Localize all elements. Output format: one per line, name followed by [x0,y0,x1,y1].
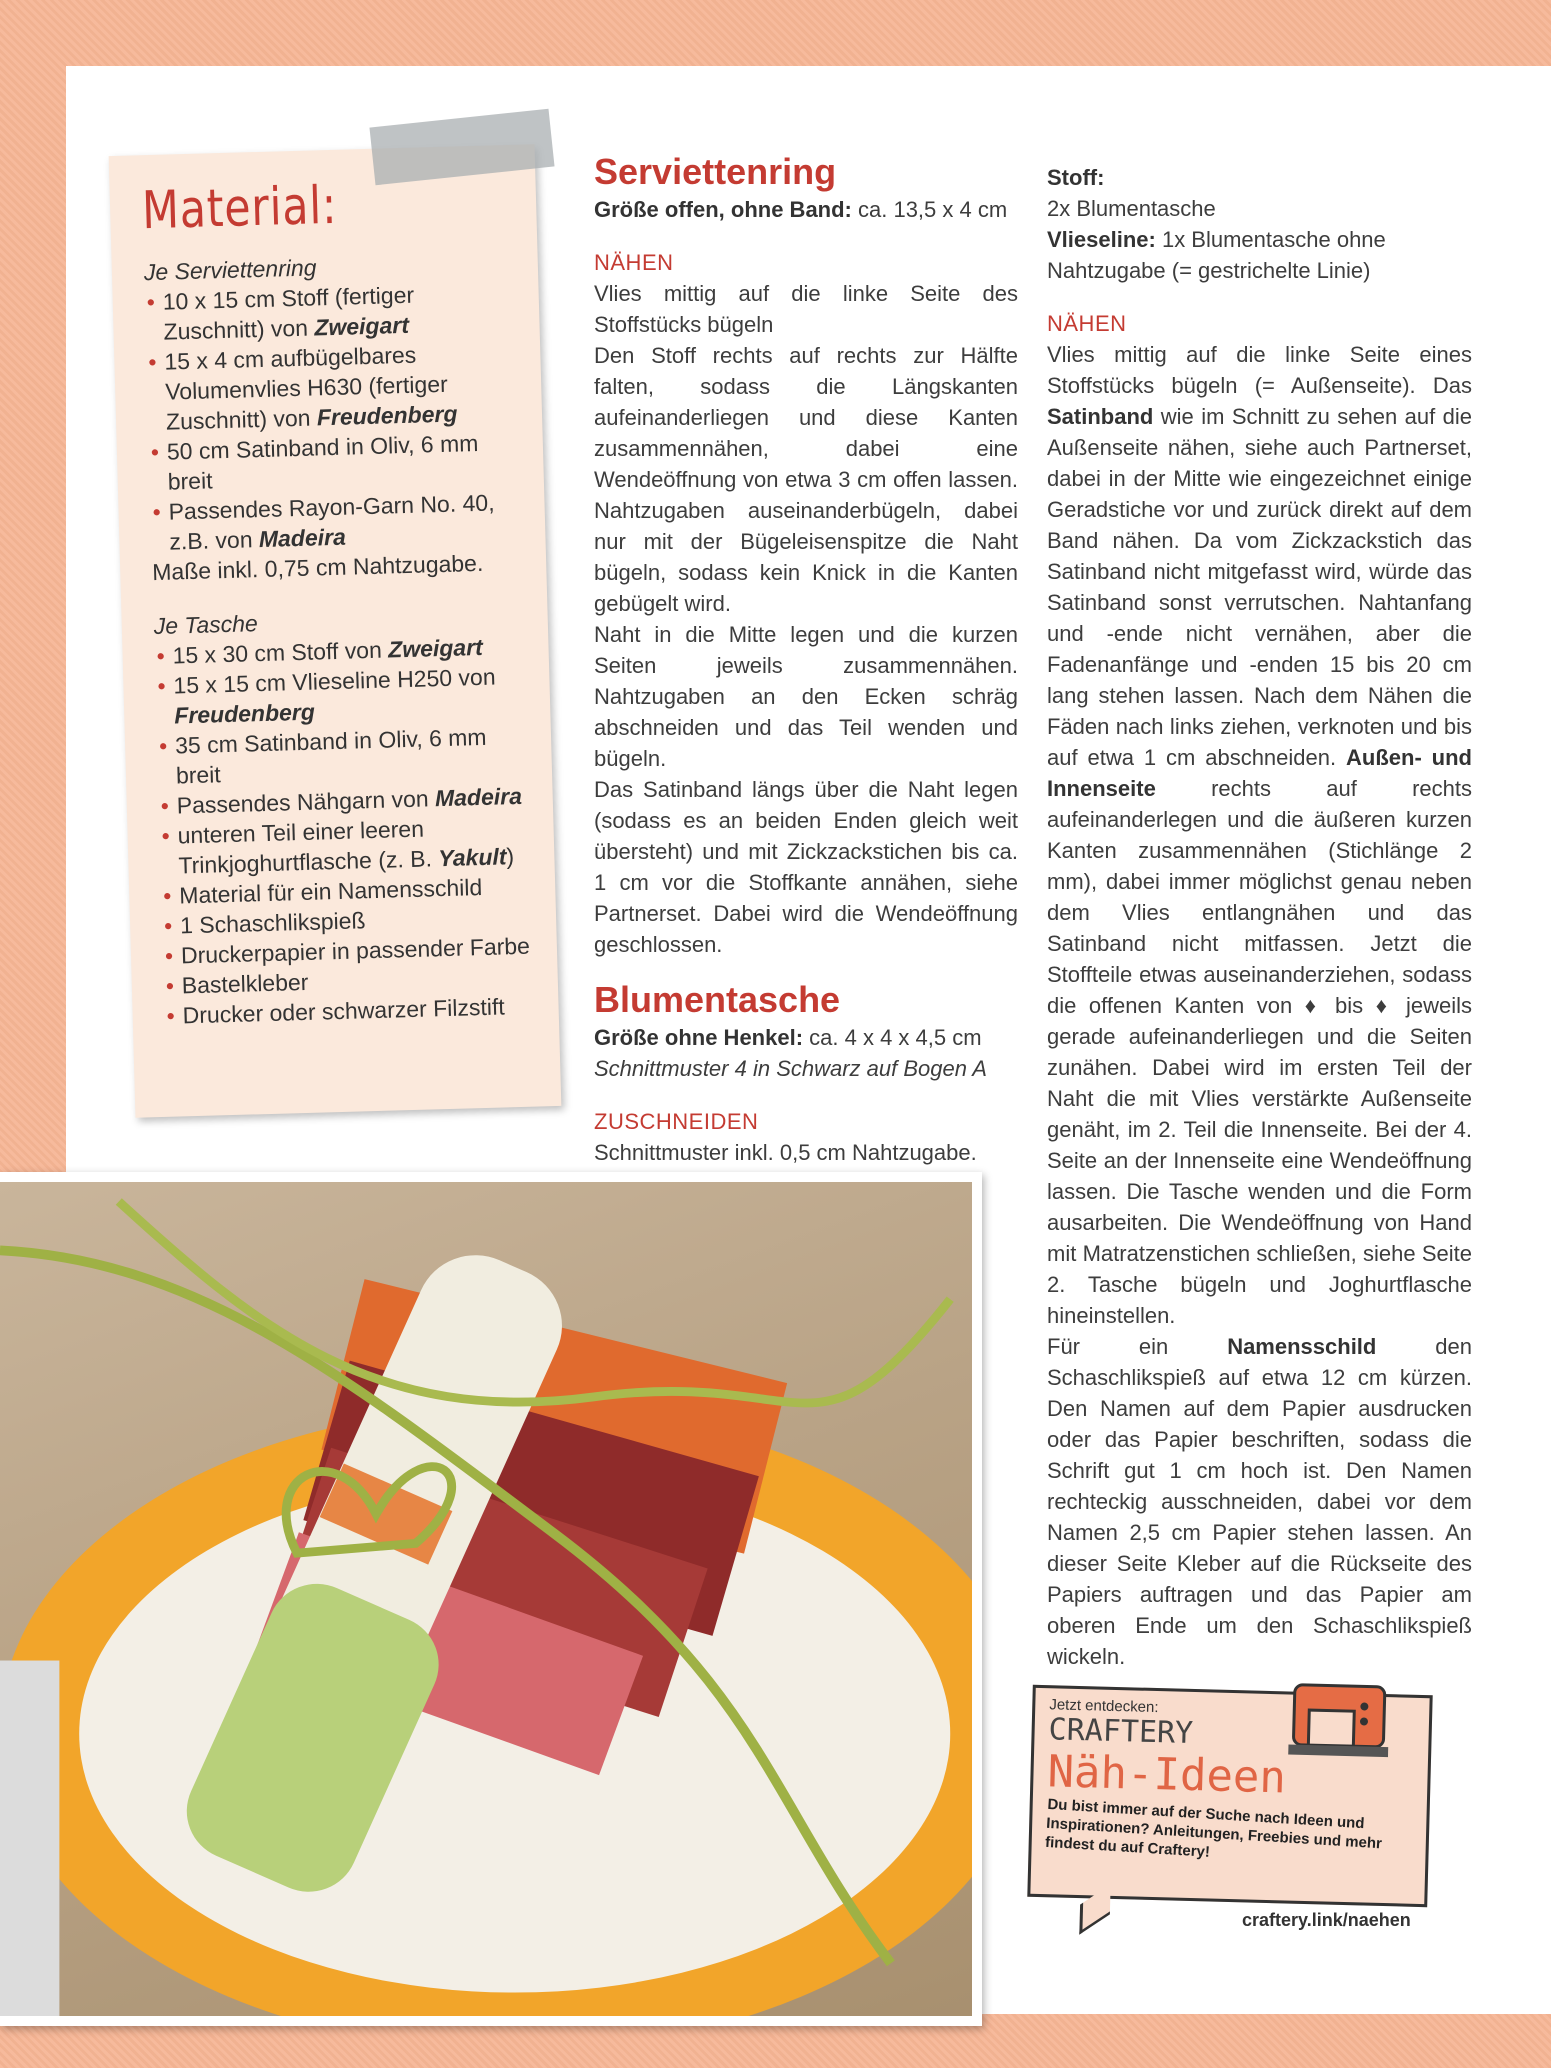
material-title: Material: [141,175,338,242]
material-item: • 50 cm Satinband in Oliv, 6 mm breit [149,427,519,497]
craftery-ad[interactable] [1027,1685,1432,1907]
material-item: • Bastelkleber [163,961,532,1001]
bag-cut-text: Schnittmuster inkl. 0,5 cm Nahtzugabe. [594,1140,977,1165]
bag-fabric-label: Stoff: [1047,165,1105,190]
material-item: • Druckerpapier in passender Farbe [163,931,532,971]
bag-vlies: Vlieseline: 1x Blumentasche ohne Nahtzugabe (= gestrichelte Linie) [1047,227,1386,283]
material-card [109,144,562,1118]
material-item: • 15 x 30 cm Stoff von Zweigart [154,631,523,671]
material-group-bag-heading: Je Tasche [153,610,259,640]
material-item: • Material für ein Namensschild [161,871,530,911]
ad-description: Du bist immer auf der Suche nach Ideen und Inspirationen? Anleitungen, Freebies und mehr findest du auf Craftery! [1044,1795,1383,1861]
ring-step-3: Naht in die Mitte legen und die kurzen Seiten jeweils zusammennähen. Nahtzugaben an den Ecken schräg abschneiden und das Teil wenden und bügeln. [594,622,1018,771]
ring-step-4: Das Satinband längs über die Naht legen (sodass es an beiden Enden gleich weit übersteht) und mit Zickzackstichen bis ca. 1 cm vor die Stoffkante annähen, siehe Partnerset. Dabei wird die Wendeöffnung geschlossen. [594,777,1018,957]
ad-kicker: Jetzt entdecken: [1049,1696,1159,1717]
material-item: • 15 x 15 cm Vlieseline H250 von Freudenberg [155,661,525,731]
napkin-ring-photo [0,1172,982,2026]
material-list-ring [144,277,519,557]
sewing-machine-icon [1288,1675,1390,1768]
material-note: Maße inkl. 0,75 cm Nahtzugabe. [151,549,484,586]
bag-title: Blumentasche [594,979,841,1020]
ring-sew-heading: NÄHEN [594,250,674,275]
ad-link[interactable]: craftery.link/naehen [1242,1910,1411,1930]
ad-brand: CRAFTERY [1048,1712,1194,1752]
bag-name-tag-text: Für ein Namensschild den Schaschlikspieß auf etwa 12 cm kürzen. Den Namen auf dem Papier ausdrucken oder das Papier beschriften, sodass die Schrift gut 1 cm hoch ist. Den Namen rechteckig ausschneiden, dabei vor dem Namen 2,5 cm Papier stehen lassen. An dieser Seite Kleber auf die Rückseite des Papiers auftragen und das Papier am oberen Ende um den Schaschlikspieß wickeln. [1047,1334,1472,1669]
material-list-bag [154,631,533,1031]
ad-title: Näh-Ideen [1046,1746,1287,1804]
material-item: • Drucker oder schwarzer Filzstift [164,991,533,1031]
material-group-ring-heading: Je Serviettenring [143,254,317,286]
material-item: • 35 cm Satinband in Oliv, 6 mm breit [157,721,527,791]
ring-step-1: Vlies mittig auf die linke Seite des Stoffstücks bügeln [594,281,1018,337]
bag-sew-heading: NÄHEN [1047,311,1127,336]
material-item: • 10 x 15 cm Stoff (fertiger Zuschnitt) von Zweigart [144,277,514,347]
material-item: • Passendes Rayon-Garn No. 40, z.B. von Madeira [150,487,520,557]
material-item: • 15 x 4 cm aufbügelbares Volumenvlies H630 (fertiger Zuschnitt) von Freudenberg [146,337,516,437]
ring-step-2: Den Stoff rechts auf rechts zur Hälfte falten, sodass die Längskanten aufeinanderliegen und diese Kanten zusammennähen, dabei eine Wendeöffnung von etwa 3 cm offen lassen. Nahtzugaben auseinanderbügeln, dabei nur mit der Bügeleisenspitze die Naht bügeln, sodass kein Knick in die Kanten gebügelt wird. [594,343,1018,616]
ring-title: Serviettenring [594,151,837,192]
bag-pattern: Schnittmuster 4 in Schwarz auf Bogen A [594,1056,987,1081]
bag-cut-heading: ZUSCHNEIDEN [594,1109,759,1134]
bag-fabric-text: 2x Blumentasche [1047,196,1216,221]
material-item: • Passendes Nähgarn von Madeira [158,781,527,821]
material-item: • 1 Schaschlikspieß [162,901,531,941]
column-right [1047,162,1472,1672]
ring-size: Größe offen, ohne Band: ca. 13,5 x 4 cm [594,197,1008,222]
bag-size: Größe ohne Henkel: ca. 4 x 4 x 4,5 cm [594,1025,982,1050]
material-item: • unteren Teil einer leeren Trinkjoghurtflasche (z. B. Yakult) [159,811,529,881]
bag-sew-text: Vlies mittig auf die linke Seite eines Stoffstücks bügeln (= Außenseite). Das Satinband wie im Schnitt zu sehen auf die Außenseite nähen, siehe auch Partnerset, dabei in der Mitte wie eingezeichnet einige Geradstiche vor und zurück direkt auf dem Band nähen. Da vom Zickzackstich das Satinband nicht mitgefasst wird, würde das Satinband sonst verrutschen. Nahtanfang und -ende nicht vernähen, aber die Fadenanfänge und -enden 15 bis 20 cm lang stehen lassen. Nach dem Nähen die Fäden nach links ziehen, verknoten und bis auf etwa 1 cm abschneiden. Außen- und Innenseite rechts auf rechts aufeinanderlegen und die äußeren kurzen Kanten zusammennähen (Stichlänge 2 mm), dabei immer möglichst genau neben dem Vlies entlangnähen und das Satinband nicht mitfassen. Jetzt die Stoffteile etwas auseinanderziehen, sodass die offenen Kanten von ♦ bis ♦ jeweils gerade aufeinanderliegen und die Seiten zunähen. Dabei wird im ersten Teil der Naht die mit Vlies verstärkte Außenseite genäht, im 2. Teil die Innenseite. Bei der 4. Seite an der Innenseite eine Wendeöffnung lassen. Die Tasche wenden und die Form ausarbeiten. Die Wendeöffnung von Hand mit Matratzenstichen schließen, siehe Seite 2. Tasche bügeln und Joghurtflasche hineinstellen. [1047,342,1472,1328]
column-left [594,150,1018,1168]
